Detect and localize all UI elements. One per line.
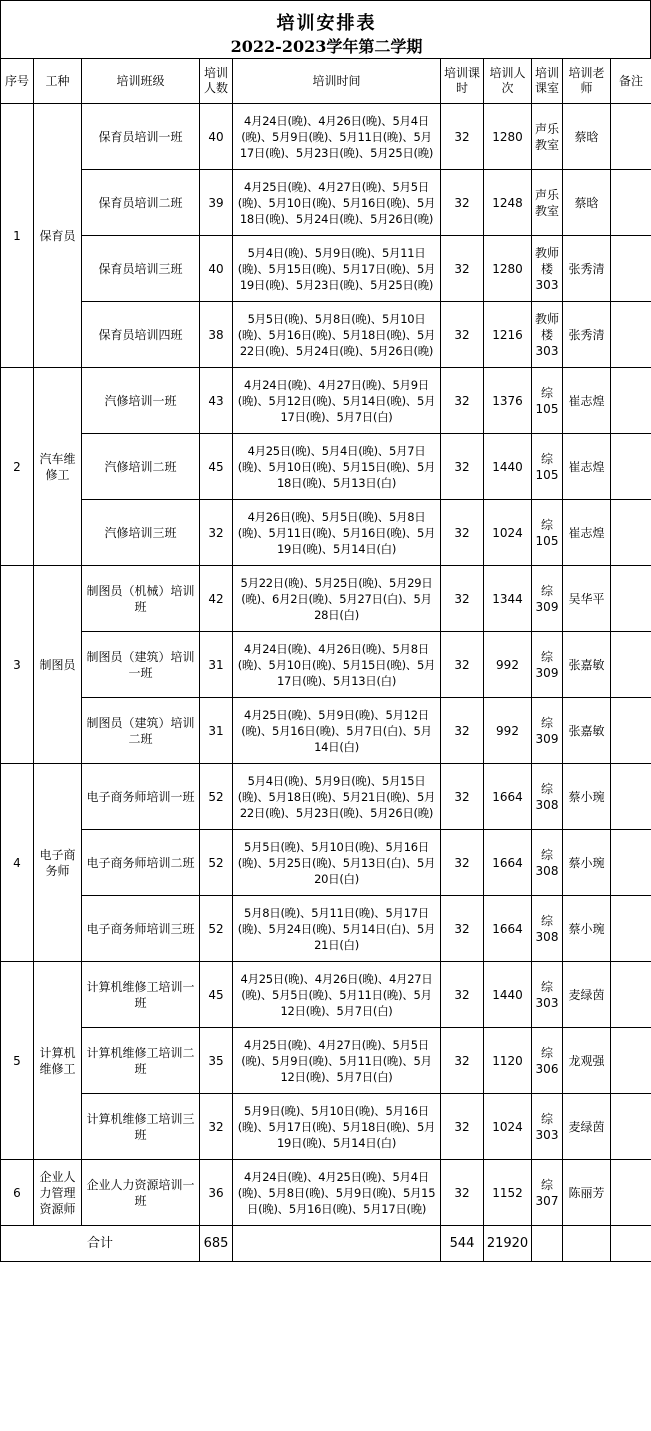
trainee-count: 31 xyxy=(200,632,233,698)
table-row xyxy=(1,368,651,434)
attendance-total: 1664 xyxy=(484,896,532,962)
teacher: 吴华平 xyxy=(563,566,611,632)
note xyxy=(611,236,651,302)
note xyxy=(611,1094,651,1160)
group-number: 6 xyxy=(1,1160,34,1226)
attendance-total: 1440 xyxy=(484,434,532,500)
training-time: 5月4日(晚)、5月9日(晚)、5月11日(晚)、5月15日(晚)、5月17日(晚)、5月19日(晚)、5月23日(晚)、5月25日(晚) xyxy=(233,236,441,302)
training-time: 4月24日(晚)、4月27日(晚)、5月9日(晚)、5月12日(晚)、5月14日(晚)、5月17日(晚)、5月7日(白) xyxy=(233,368,441,434)
class-hours: 32 xyxy=(441,1028,484,1094)
trainee-count: 45 xyxy=(200,434,233,500)
header-trade: 工种 xyxy=(34,59,82,104)
table-row xyxy=(1,434,651,500)
trainee-count: 42 xyxy=(200,566,233,632)
table-row xyxy=(1,236,651,302)
attendance-total: 1280 xyxy=(484,236,532,302)
table-row xyxy=(1,698,651,764)
table-row xyxy=(1,896,651,962)
classroom: 综309 xyxy=(532,698,563,764)
classroom: 综306 xyxy=(532,1028,563,1094)
attendance-total: 1280 xyxy=(484,104,532,170)
classroom: 声乐教室 xyxy=(532,170,563,236)
note xyxy=(611,830,651,896)
training-time: 4月25日(晚)、4月26日(晚)、4月27日(晚)、5月5日(晚)、5月11日(晚)、5月12日(晚)、5月7日(白) xyxy=(233,962,441,1028)
trainee-count: 45 xyxy=(200,962,233,1028)
header-attendance: 培训人次 xyxy=(484,59,532,104)
classroom: 综309 xyxy=(532,632,563,698)
class-hours: 32 xyxy=(441,896,484,962)
attendance-total: 1024 xyxy=(484,1094,532,1160)
teacher: 张嘉敏 xyxy=(563,698,611,764)
trade-name: 企业人力管理资源师 xyxy=(34,1160,82,1226)
training-time: 5月5日(晚)、5月10日(晚)、5月16日(晚)、5月25日(晚)、5月13日(白)、5月20日(白) xyxy=(233,830,441,896)
class-hours: 32 xyxy=(441,302,484,368)
table-row xyxy=(1,1160,651,1226)
page-subtitle: 2022-2023学年第二学期 xyxy=(230,37,423,56)
class-name: 电子商务师培训一班 xyxy=(82,764,200,830)
classroom: 综308 xyxy=(532,830,563,896)
attendance-total: 1248 xyxy=(484,170,532,236)
note xyxy=(611,1028,651,1094)
trainee-count: 31 xyxy=(200,698,233,764)
class-name: 企业人力资源培训一班 xyxy=(82,1160,200,1226)
class-hours: 32 xyxy=(441,434,484,500)
table-row xyxy=(1,500,651,566)
table-row xyxy=(1,962,651,1028)
teacher: 麦绿茵 xyxy=(563,1094,611,1160)
total-label: 合计 xyxy=(1,1226,200,1262)
training-time: 4月25日(晚)、5月9日(晚)、5月12日(晚)、5月16日(晚)、5月7日(白)、5月14日(白) xyxy=(233,698,441,764)
training-time: 5月22日(晚)、5月25日(晚)、5月29日(晚)、6月2日(晚)、5月27日(白)、5月28日(白) xyxy=(233,566,441,632)
attendance-total: 1376 xyxy=(484,368,532,434)
class-name: 保育员培训三班 xyxy=(82,236,200,302)
header-count: 培训人数 xyxy=(200,59,233,104)
class-name: 制图员（建筑）培训二班 xyxy=(82,698,200,764)
class-name: 保育员培训二班 xyxy=(82,170,200,236)
class-hours: 32 xyxy=(441,830,484,896)
header-note: 备注 xyxy=(611,59,651,104)
trainee-count: 40 xyxy=(200,104,233,170)
teacher: 张秀清 xyxy=(563,236,611,302)
group-number: 2 xyxy=(1,368,34,566)
header-hours: 培训课时 xyxy=(441,59,484,104)
classroom: 综307 xyxy=(532,1160,563,1226)
table-row xyxy=(1,566,651,632)
class-hours: 32 xyxy=(441,500,484,566)
note xyxy=(611,962,651,1028)
classroom: 综105 xyxy=(532,434,563,500)
class-name: 保育员培训四班 xyxy=(82,302,200,368)
attendance-total: 1344 xyxy=(484,566,532,632)
attendance-total: 1120 xyxy=(484,1028,532,1094)
note xyxy=(611,632,651,698)
teacher: 蔡晗 xyxy=(563,104,611,170)
classroom: 综303 xyxy=(532,1094,563,1160)
classroom: 综105 xyxy=(532,368,563,434)
classroom: 教师楼303 xyxy=(532,302,563,368)
teacher: 蔡小琬 xyxy=(563,764,611,830)
attendance-total: 1664 xyxy=(484,830,532,896)
note xyxy=(611,566,651,632)
teacher: 龙观强 xyxy=(563,1028,611,1094)
training-time: 5月5日(晚)、5月8日(晚)、5月10日(晚)、5月16日(晚)、5月18日(晚)、5月22日(晚)、5月24日(晚)、5月26日(晚) xyxy=(233,302,441,368)
classroom: 综308 xyxy=(532,896,563,962)
class-name: 汽修培训三班 xyxy=(82,500,200,566)
training-time: 4月25日(晚)、4月27日(晚)、5月5日(晚)、5月10日(晚)、5月16日(晚)、5月18日(晚)、5月24日(晚)、5月26日(晚) xyxy=(233,170,441,236)
attendance-total: 992 xyxy=(484,632,532,698)
classroom: 教师楼303 xyxy=(532,236,563,302)
class-hours: 32 xyxy=(441,962,484,1028)
note xyxy=(611,698,651,764)
group-number: 3 xyxy=(1,566,34,764)
training-time: 4月25日(晚)、5月4日(晚)、5月7日(晚)、5月10日(晚)、5月15日(晚)、5月18日(晚)、5月13日(白) xyxy=(233,434,441,500)
trainee-count: 52 xyxy=(200,896,233,962)
group-number: 1 xyxy=(1,104,34,368)
class-name: 制图员（机械）培训班 xyxy=(82,566,200,632)
total-attendance: 21920 xyxy=(484,1226,532,1262)
table-row xyxy=(1,830,651,896)
classroom: 综105 xyxy=(532,500,563,566)
header-room: 培训课室 xyxy=(532,59,563,104)
note xyxy=(611,170,651,236)
trade-name: 汽车维修工 xyxy=(34,368,82,566)
teacher: 张嘉敏 xyxy=(563,632,611,698)
trade-name: 计算机维修工 xyxy=(34,962,82,1160)
note xyxy=(611,368,651,434)
attendance-total: 1664 xyxy=(484,764,532,830)
header-teacher: 培训老师 xyxy=(563,59,611,104)
training-time: 5月4日(晚)、5月9日(晚)、5月15日(晚)、5月18日(晚)、5月21日(晚)、5月22日(晚)、5月23日(晚)、5月26日(晚) xyxy=(233,764,441,830)
teacher: 蔡小琬 xyxy=(563,830,611,896)
class-name: 计算机维修工培训二班 xyxy=(82,1028,200,1094)
training-time: 4月25日(晚)、4月27日(晚)、5月5日(晚)、5月9日(晚)、5月11日(晚)、5月12日(晚)、5月7日(白) xyxy=(233,1028,441,1094)
class-hours: 32 xyxy=(441,368,484,434)
training-time: 4月24日(晚)、4月25日(晚)、5月4日(晚)、5月8日(晚)、5月9日(晚)、5月15日(晚)、5月16日(晚)、5月17日(晚) xyxy=(233,1160,441,1226)
training-time: 5月8日(晚)、5月11日(晚)、5月17日(晚)、5月24日(晚)、5月14日(白)、5月21日(白) xyxy=(233,896,441,962)
total-count: 685 xyxy=(200,1226,233,1262)
training-time: 4月24日(晚)、4月26日(晚)、5月4日(晚)、5月9日(晚)、5月11日(晚)、5月17日(晚)、5月23日(晚)、5月25日(晚) xyxy=(233,104,441,170)
table-row xyxy=(1,104,651,170)
title-block xyxy=(0,0,651,58)
total-note-empty xyxy=(611,1226,651,1262)
class-hours: 32 xyxy=(441,1160,484,1226)
class-name: 汽修培训一班 xyxy=(82,368,200,434)
class-name: 保育员培训一班 xyxy=(82,104,200,170)
schedule-table xyxy=(0,58,651,1262)
note xyxy=(611,302,651,368)
table-row xyxy=(1,632,651,698)
teacher: 崔志煌 xyxy=(563,434,611,500)
class-hours: 32 xyxy=(441,1094,484,1160)
trade-name: 保育员 xyxy=(34,104,82,368)
classroom: 综309 xyxy=(532,566,563,632)
classroom: 综308 xyxy=(532,764,563,830)
training-time: 5月9日(晚)、5月10日(晚)、5月16日(晚)、5月17日(晚)、5月18日(晚)、5月19日(晚)、5月14日(白) xyxy=(233,1094,441,1160)
teacher: 蔡小琬 xyxy=(563,896,611,962)
trainee-count: 38 xyxy=(200,302,233,368)
class-hours: 32 xyxy=(441,632,484,698)
trainee-count: 36 xyxy=(200,1160,233,1226)
class-hours: 32 xyxy=(441,698,484,764)
attendance-total: 1440 xyxy=(484,962,532,1028)
group-number: 5 xyxy=(1,962,34,1160)
note xyxy=(611,764,651,830)
classroom: 声乐教室 xyxy=(532,104,563,170)
attendance-total: 1216 xyxy=(484,302,532,368)
table-row xyxy=(1,170,651,236)
table-row xyxy=(1,764,651,830)
class-name: 计算机维修工培训三班 xyxy=(82,1094,200,1160)
trainee-count: 43 xyxy=(200,368,233,434)
trainee-count: 40 xyxy=(200,236,233,302)
note xyxy=(611,896,651,962)
header-row xyxy=(1,59,651,104)
class-hours: 32 xyxy=(441,236,484,302)
trainee-count: 52 xyxy=(200,764,233,830)
total-teacher-empty xyxy=(563,1226,611,1262)
trainee-count: 52 xyxy=(200,830,233,896)
total-hours: 544 xyxy=(441,1226,484,1262)
class-name: 汽修培训二班 xyxy=(82,434,200,500)
total-room-empty xyxy=(532,1226,563,1262)
training-time: 4月26日(晚)、5月5日(晚)、5月8日(晚)、5月11日(晚)、5月16日(晚)、5月19日(晚)、5月14日(白) xyxy=(233,500,441,566)
table-row xyxy=(1,1028,651,1094)
trainee-count: 32 xyxy=(200,1094,233,1160)
trade-name: 制图员 xyxy=(34,566,82,764)
note xyxy=(611,500,651,566)
classroom: 综303 xyxy=(532,962,563,1028)
page-title: 培训安排表 xyxy=(276,13,377,34)
class-hours: 32 xyxy=(441,566,484,632)
class-name: 电子商务师培训二班 xyxy=(82,830,200,896)
class-name: 制图员（建筑）培训一班 xyxy=(82,632,200,698)
table-body xyxy=(1,104,651,1262)
header-no: 序号 xyxy=(1,59,34,104)
teacher: 崔志煌 xyxy=(563,368,611,434)
class-hours: 32 xyxy=(441,764,484,830)
teacher: 崔志煌 xyxy=(563,500,611,566)
training-time: 4月24日(晚)、4月26日(晚)、5月8日(晚)、5月10日(晚)、5月15日(晚)、5月17日(晚)、5月13日(白) xyxy=(233,632,441,698)
attendance-total: 992 xyxy=(484,698,532,764)
attendance-total: 1024 xyxy=(484,500,532,566)
header-time: 培训时间 xyxy=(233,59,441,104)
note xyxy=(611,1160,651,1226)
class-name: 电子商务师培训三班 xyxy=(82,896,200,962)
teacher: 麦绿茵 xyxy=(563,962,611,1028)
total-time-empty xyxy=(233,1226,441,1262)
note xyxy=(611,104,651,170)
class-name: 计算机维修工培训一班 xyxy=(82,962,200,1028)
teacher: 陈丽芳 xyxy=(563,1160,611,1226)
header-class: 培训班级 xyxy=(82,59,200,104)
teacher: 蔡晗 xyxy=(563,170,611,236)
total-row xyxy=(1,1226,651,1262)
trainee-count: 39 xyxy=(200,170,233,236)
class-hours: 32 xyxy=(441,170,484,236)
table-row xyxy=(1,1094,651,1160)
attendance-total: 1152 xyxy=(484,1160,532,1226)
trainee-count: 32 xyxy=(200,500,233,566)
trade-name: 电子商务师 xyxy=(34,764,82,962)
teacher: 张秀清 xyxy=(563,302,611,368)
table-row xyxy=(1,302,651,368)
class-hours: 32 xyxy=(441,104,484,170)
trainee-count: 35 xyxy=(200,1028,233,1094)
group-number: 4 xyxy=(1,764,34,962)
note xyxy=(611,434,651,500)
